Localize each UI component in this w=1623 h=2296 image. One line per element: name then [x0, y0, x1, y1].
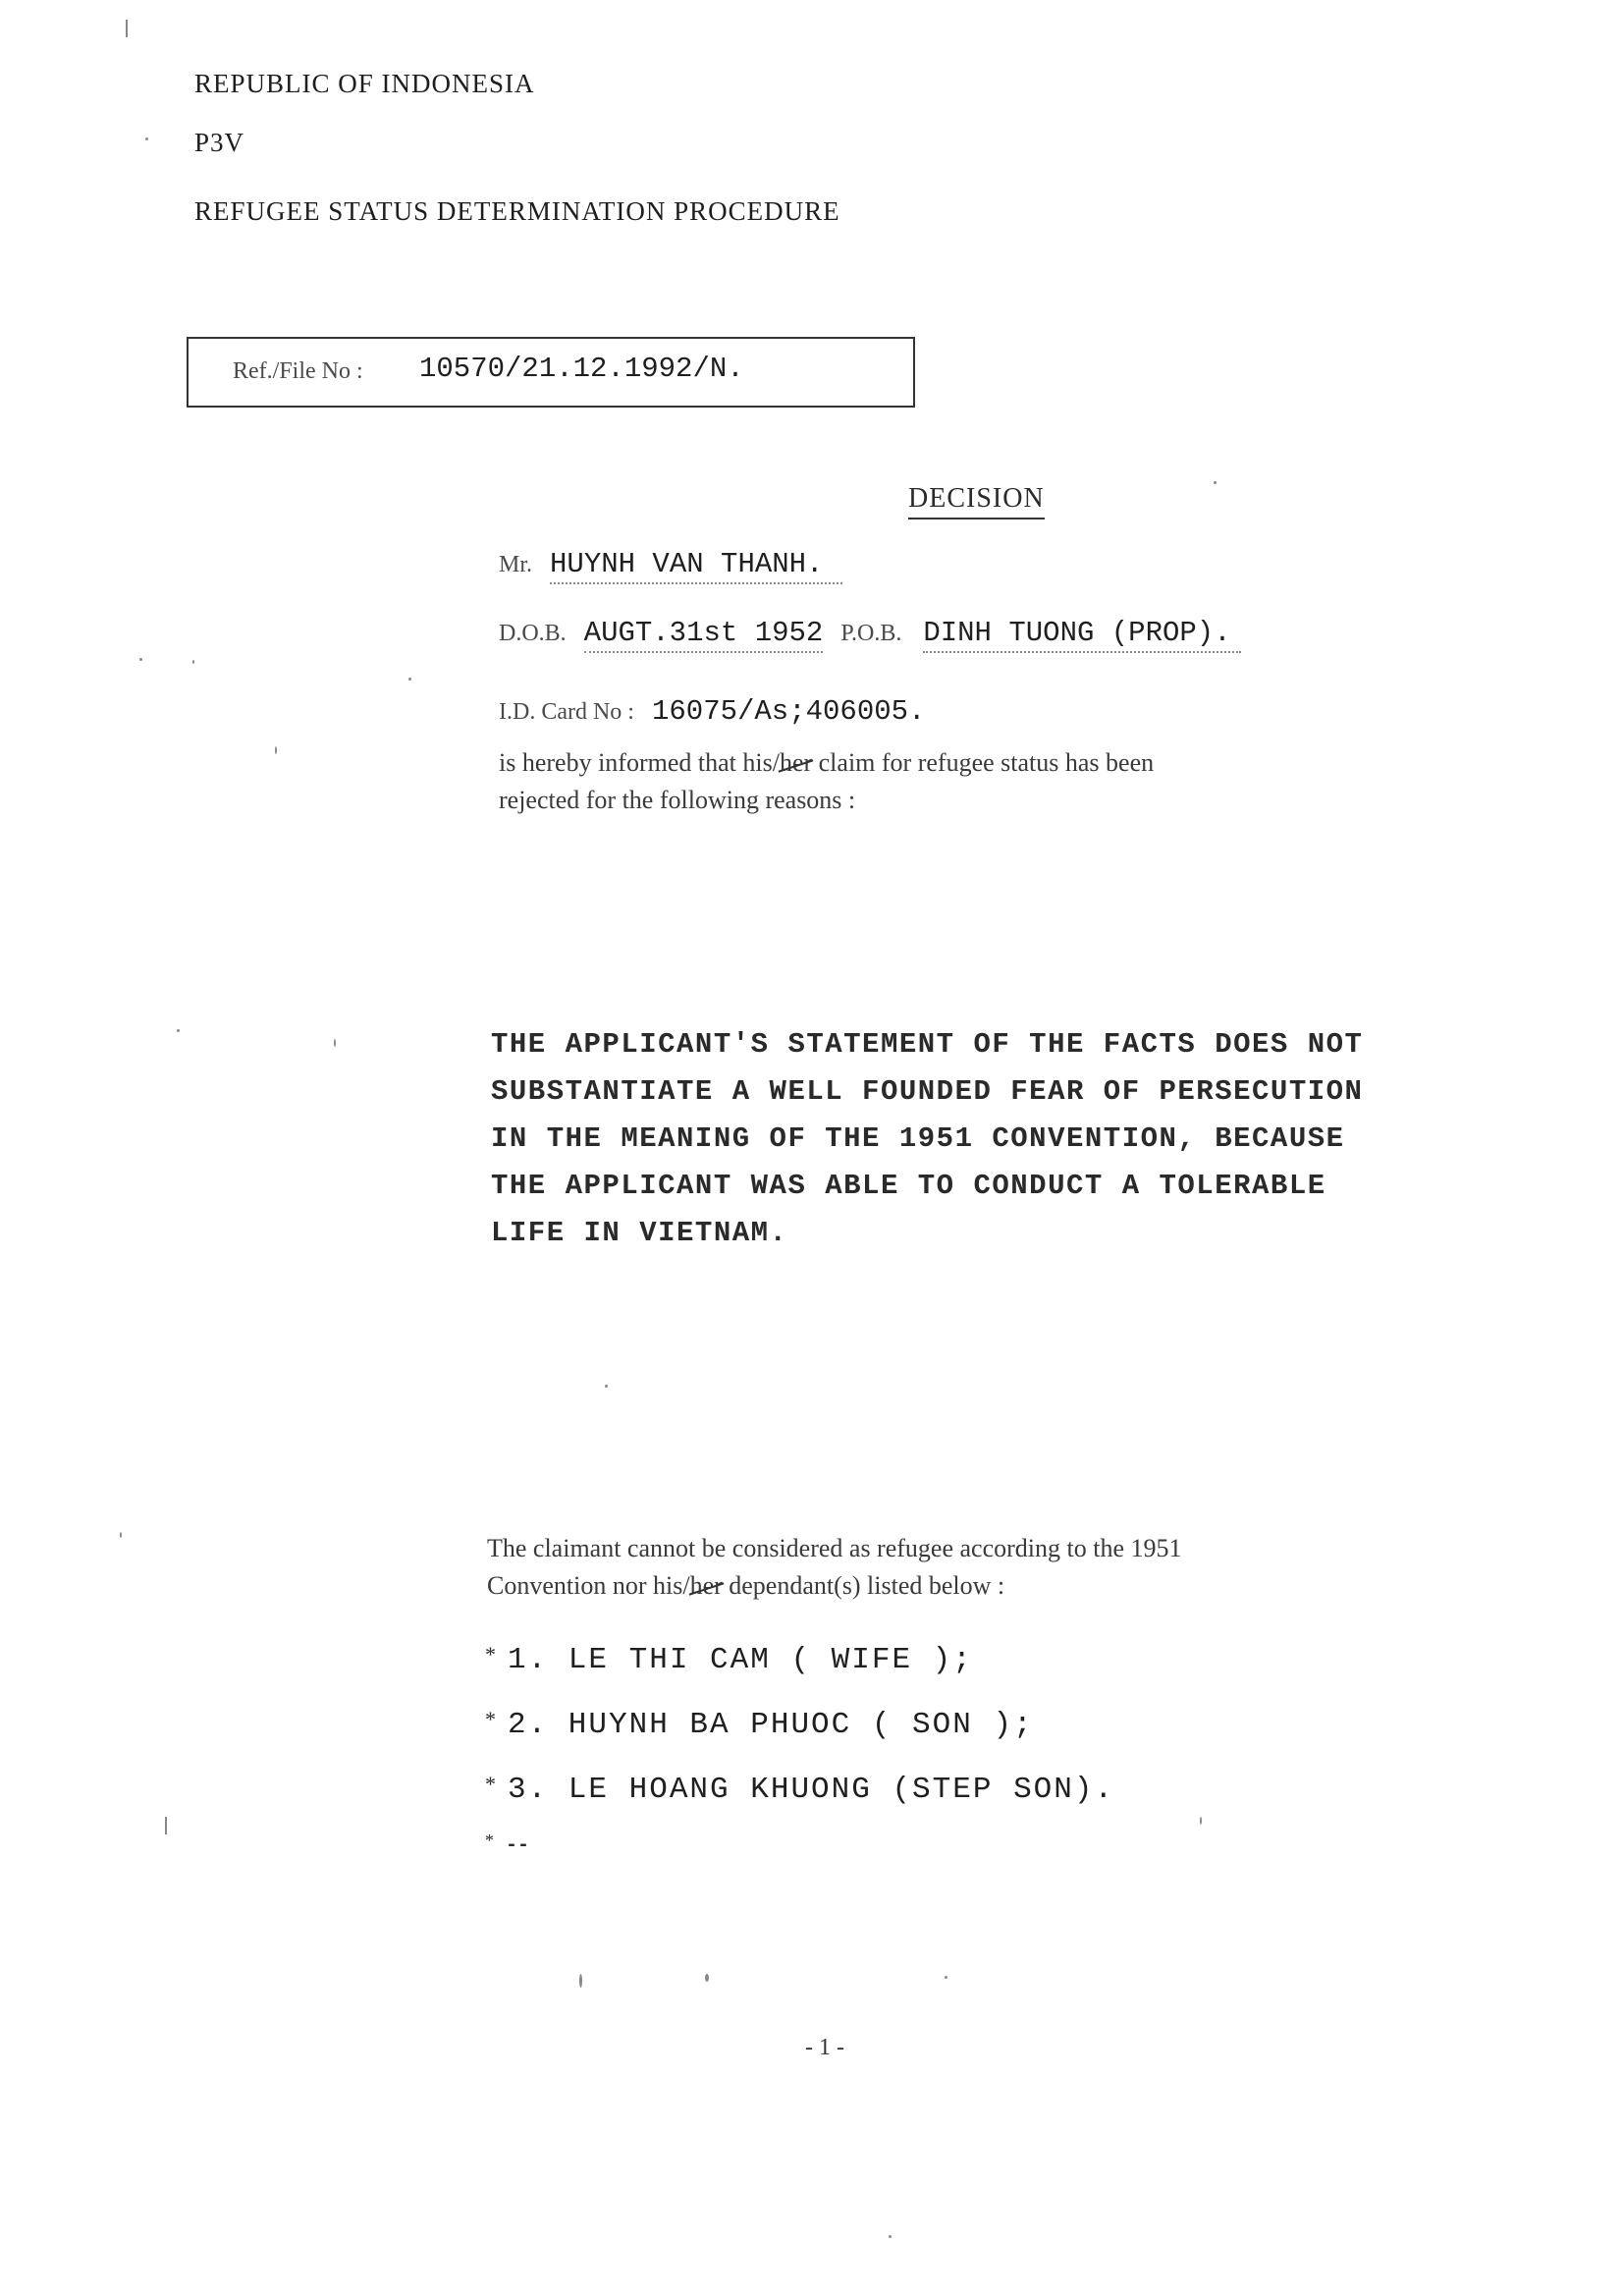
reason-line: THE APPLICANT WAS ABLE TO CONDUCT A TOLERABLE: [491, 1170, 1326, 1202]
id-card-value: 16075/As;406005.: [651, 695, 926, 728]
scan-speck: [192, 660, 194, 664]
scan-speck: [1214, 481, 1217, 484]
scan-speck: [705, 1974, 709, 1982]
scan-speck: [408, 678, 411, 681]
pob-label: P.O.B.: [840, 621, 902, 646]
reason-line: THE APPLICANT'S STATEMENT OF THE FACTS DOES NOT: [491, 1028, 1364, 1061]
reference-label: Ref./File No :: [233, 358, 363, 384]
scan-speck: [334, 1039, 336, 1047]
claimant-line-2: [487, 1571, 1004, 1601]
scan-speck: [139, 658, 142, 661]
dob-value: AUGT.31st 1952: [584, 617, 824, 653]
scan-speck: [579, 1974, 582, 1988]
dob-pob-line: [499, 617, 1241, 649]
informed-line-2: rejected for the following reasons :: [499, 786, 856, 814]
informed-text-start: is hereby informed that his/: [499, 748, 780, 777]
id-card-label: I.D. Card No :: [499, 699, 634, 725]
country-heading: REPUBLIC OF INDONESIA: [194, 69, 535, 98]
dependant-item: [485, 1707, 1034, 1742]
reference-box: [187, 337, 915, 408]
informed-line-1: [499, 748, 1154, 778]
office-code: P3V: [194, 128, 245, 157]
dependant-text: 3. LE HOANG KHUONG (STEP SON).: [508, 1773, 1115, 1807]
dependant-marker: *: [485, 1772, 496, 1796]
reason-line: IN THE MEANING OF THE 1951 CONVENTION, BECAUSE: [491, 1122, 1345, 1155]
claimant-line-1: The claimant cannot be considered as refugee according to the 1951: [487, 1534, 1182, 1562]
reference-value: 10570/21.12.1992/N.: [419, 353, 744, 385]
scan-speck: [126, 20, 128, 37]
scan-speck: [177, 1029, 180, 1032]
dependant-marker: *: [485, 1642, 496, 1667]
dependant-item: [485, 1642, 973, 1677]
scan-speck: [275, 746, 277, 754]
claimant-text-end: dependant(s) listed below :: [722, 1571, 1005, 1600]
dependant-item: [485, 1772, 1114, 1807]
claimant-text-start: Convention nor his/: [487, 1571, 690, 1600]
scan-speck: [1200, 1817, 1202, 1825]
informed-text-end: claim for refugee status has been: [812, 748, 1155, 777]
decision-title: DECISION: [908, 483, 1045, 519]
dependant-text: --: [506, 1834, 530, 1857]
procedure-heading: REFUGEE STATUS DETERMINATION PROCEDURE: [194, 196, 840, 226]
struck-word: her: [689, 1571, 723, 1600]
scan-speck: [165, 1817, 167, 1834]
name-line: [499, 548, 842, 580]
pob-value: DINH TUONG (PROP).: [923, 617, 1240, 653]
dob-label: D.O.B.: [499, 621, 567, 646]
scan-speck: [889, 2235, 892, 2238]
dependant-marker: *: [485, 1831, 494, 1850]
scan-speck: [120, 1532, 122, 1538]
reasons-block: [491, 1021, 1363, 1257]
reason-line: SUBSTANTIATE A WELL FOUNDED FEAR OF PERSECUTION: [491, 1075, 1364, 1108]
scan-speck: [945, 1976, 947, 1979]
scan-speck: [605, 1385, 608, 1388]
dependant-item: [485, 1831, 529, 1857]
page-number: - 1 -: [805, 2035, 844, 2060]
dependant-text: 1. LE THI CAM ( WIFE );: [508, 1643, 973, 1677]
dependant-marker: *: [485, 1707, 496, 1731]
reason-line: LIFE IN VIETNAM.: [491, 1217, 788, 1249]
struck-word: her: [779, 748, 813, 777]
name-value: HUYNH VAN THANH.: [550, 548, 842, 584]
scan-speck: [145, 137, 148, 140]
name-label: Mr.: [499, 552, 533, 577]
id-card-line: [499, 695, 925, 728]
dependant-text: 2. HUYNH BA PHUOC ( SON );: [508, 1708, 1034, 1742]
